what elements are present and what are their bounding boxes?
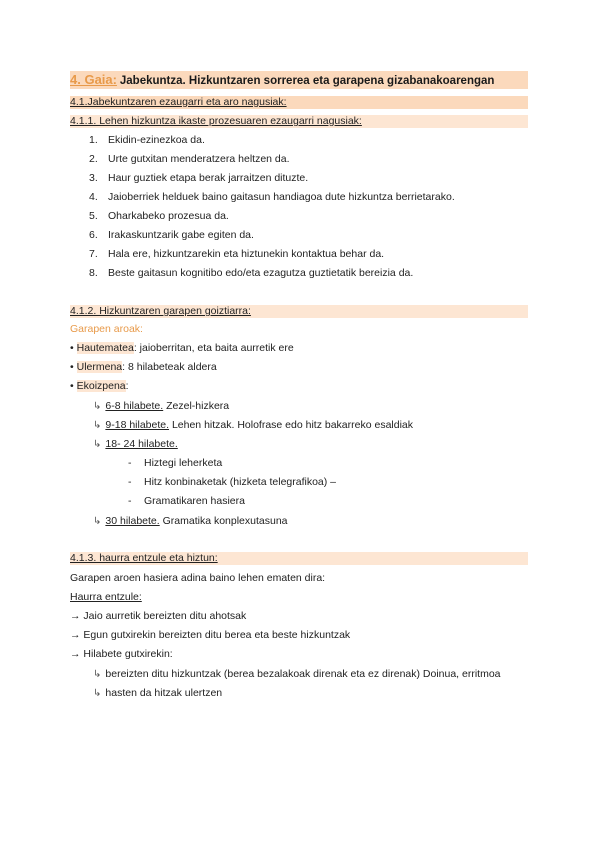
entzule-item: → Jaio aurretik bereizten ditu ahotsak bbox=[70, 610, 247, 622]
section-heading-4-1-3: 4.1.3. haurra entzule eta hiztun: bbox=[70, 552, 528, 565]
section-heading-4-1-1: 4.1.1. Lehen hizkuntza ikaste prozesuaren ezaugarri nagusiak: bbox=[70, 115, 528, 128]
list-item: 6. Irakaskuntzarik gabe egiten da. bbox=[89, 229, 254, 241]
entzule-subheading: Haurra entzule: bbox=[70, 591, 142, 603]
title-number: 4. Gaia: bbox=[70, 72, 117, 87]
entzule-subitem: ↳ hasten da hitzak ulertzen bbox=[93, 687, 223, 699]
list-item: 5. Oharkabeko prozesua da. bbox=[89, 210, 229, 222]
bullet-icon: • bbox=[70, 361, 74, 373]
hook-arrow-icon: ↳ bbox=[93, 401, 102, 412]
hook-arrow-icon: ↳ bbox=[93, 439, 102, 450]
stage-item: ↳ 6-8 hilabete. Zezel-hizkera bbox=[93, 400, 230, 412]
bullet-ekoizpena: • Ekoizpena: bbox=[70, 380, 129, 392]
title-text: Jabekuntza. Hizkuntzaren sorrerea eta garapena gizabanakoarengan bbox=[119, 75, 495, 87]
stage-item: ↳ 30 hilabete. Gramatika konplexutasuna bbox=[93, 515, 288, 527]
hook-arrow-icon: ↳ bbox=[93, 516, 102, 527]
hook-arrow-icon: ↳ bbox=[93, 669, 102, 680]
list-item: 8. Beste gaitasun kognitibo edo/eta ezagutza guztietatik bereizia da. bbox=[89, 267, 414, 279]
sub-item: - Hiztegi leherketa bbox=[128, 457, 223, 469]
sub-item: - Gramatikaren hasiera bbox=[128, 495, 245, 507]
stage-item: ↳ 18- 24 hilabete. bbox=[93, 438, 178, 450]
bullet-hautematea: • Hautematea: jaioberritan, eta baita aurretik ere bbox=[70, 342, 294, 354]
list-item: 7. Hala ere, hizkuntzarekin eta hiztunekin kontaktua behar da. bbox=[89, 248, 385, 260]
section-heading-4-1-2: 4.1.2. Hizkuntzaren garapen goiztiarra: bbox=[70, 305, 528, 318]
sub-item: - Hitz konbinaketak (hizketa telegrafikoa) – bbox=[128, 476, 337, 488]
entzule-subitem: ↳ bereizten ditu hizkuntzak (berea bezalakoak direnak eta ez direnak) Doinua, erritmoa bbox=[93, 668, 501, 680]
entzule-item: → Egun gutxirekin bereizten ditu berea eta beste hizkuntzak bbox=[70, 629, 351, 641]
page-title bbox=[70, 71, 528, 89]
list-item: 4. Jaioberriek helduek baino gaitasun handiagoa dute hizkuntza berrietarako. bbox=[89, 191, 455, 203]
bullet-ulermena: • Ulermena: 8 hilabeteak aldera bbox=[70, 361, 217, 373]
bullet-icon: • bbox=[70, 342, 74, 354]
list-item: 1. Ekidin-ezinezkoa da. bbox=[89, 134, 205, 146]
characteristics-list bbox=[89, 131, 455, 283]
list-item: 3. Haur guztiek etapa berak jarraitzen dituzte. bbox=[89, 172, 309, 184]
entzule-intro: Garapen aroen hasiera adina baino lehen ematen dira: bbox=[70, 572, 326, 584]
list-item: 2. Urte gutxitan menderatzera heltzen da. bbox=[89, 153, 290, 165]
hook-arrow-icon: ↳ bbox=[93, 420, 102, 431]
garapen-heading: Garapen aroak: bbox=[70, 323, 143, 335]
entzule-item: → Hilabete gutxirekin: bbox=[70, 648, 173, 660]
stage-item: ↳ 9-18 hilabete. Lehen hitzak. Holofrase edo hitz bakarreko esaldiak bbox=[93, 419, 414, 431]
hook-arrow-icon: ↳ bbox=[93, 688, 102, 699]
section-heading-4-1: 4.1.Jabekuntzaren ezaugarri eta aro nagusiak: bbox=[70, 96, 528, 109]
bullet-icon: • bbox=[70, 380, 74, 392]
